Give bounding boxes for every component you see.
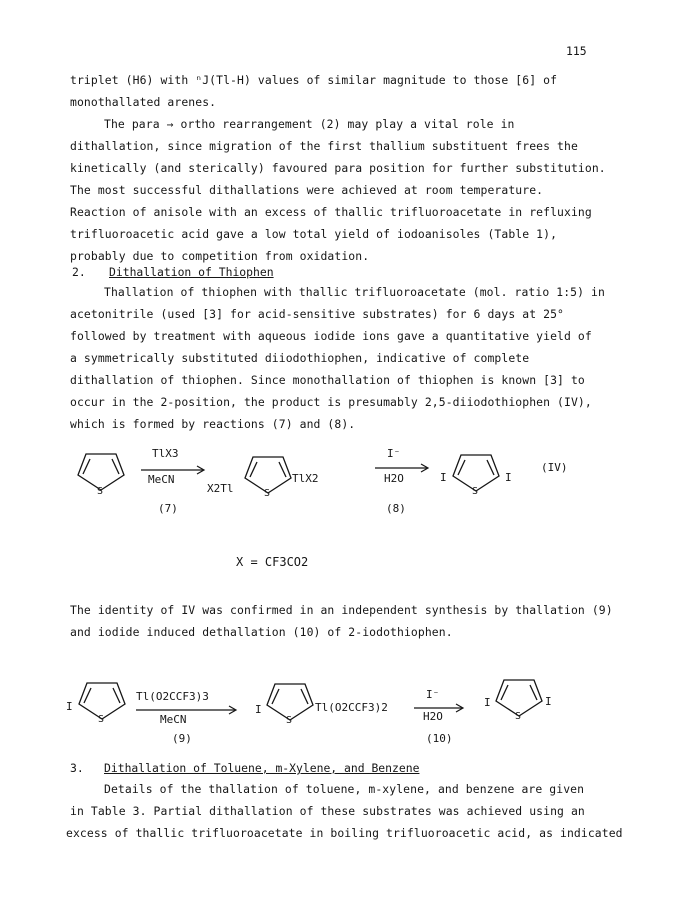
thallium-substituent: Tl(O2CCF3)2: [315, 701, 388, 714]
iodo-right: I: [545, 695, 552, 708]
body-line: in Table 3. Partial dithallation of these substrates was achieved using an: [70, 804, 585, 818]
thiophen-ring: [267, 684, 313, 726]
body-line: trifluoroacetic acid gave a low total yield of iodoanisoles (Table 1),: [70, 227, 558, 241]
svg-text:S: S: [98, 714, 105, 725]
svg-text:S: S: [286, 715, 293, 726]
reagent2-top: I⁻: [426, 688, 440, 701]
reagent2-bottom: H2O: [423, 710, 443, 723]
iodo-substituent: I: [255, 703, 262, 716]
equation-10-label: (10): [426, 732, 453, 745]
iodo-right: I: [505, 471, 512, 484]
svg-text:S: S: [515, 711, 522, 722]
reagent2-bottom: H2O: [384, 472, 404, 485]
body-line: The most successful dithallations were achieved at room temperature.: [70, 183, 544, 197]
compound-label-iv: (IV): [541, 461, 568, 474]
thiophen-ring: [79, 683, 125, 725]
body-line: which is formed by reactions (7) and (8).: [70, 417, 356, 431]
body-line: probably due to competition from oxidation.: [70, 249, 370, 263]
body-line: dithallation, since migration of the first thallium substituent frees the: [70, 139, 578, 153]
section-2-number: 2.: [72, 265, 86, 279]
body-line: dithallation of thiophen. Since monothallation of thiophen is known [3] to: [70, 373, 585, 387]
thiophen-ring: [496, 680, 542, 722]
body-line: occur in the 2-position, the product is presumably 2,5-diiodothiophen (IV),: [70, 395, 592, 409]
reagent-bottom: MeCN: [160, 713, 187, 726]
body-line: The para → ortho rearrangement (2) may play a vital role in: [104, 117, 515, 131]
x-definition: X = CF3CO2: [236, 555, 309, 569]
body-line: acetonitrile (used [3] for acid-sensitive substrates) for 6 days at 25°: [70, 307, 564, 321]
reagent-bottom: MeCN: [148, 473, 175, 486]
reagent-top: Tl(O2CCF3)3: [136, 690, 209, 703]
body-line: and iodide induced dethallation (10) of 2-iodothiophen.: [70, 625, 453, 639]
equation-9-label: (9): [172, 732, 192, 745]
body-line: a symmetrically substituted diiodothiophen, indicative of complete: [70, 351, 530, 365]
body-line: kinetically (and sterically) favoured para position for further substitution.: [70, 161, 606, 175]
body-line: The identity of IV was confirmed in an independent synthesis by thallation (9): [70, 603, 613, 617]
page-number: 115: [566, 44, 587, 58]
iodo-left: I: [440, 471, 447, 484]
equation-8-label: (8): [386, 502, 406, 515]
reagent-top: TlX3: [152, 447, 179, 460]
equation-7-label: (7): [158, 502, 178, 515]
iodo-left: I: [484, 696, 491, 709]
section-2-title: Dithallation of Thiophen: [109, 265, 274, 279]
section-3-title: Dithallation of Toluene, m-Xylene, and Benzene: [104, 761, 420, 775]
svg-text:S: S: [264, 488, 271, 499]
body-line: monothallated arenes.: [70, 95, 217, 109]
substituent-left: X2Tl: [207, 482, 234, 495]
reagent2-top: I⁻: [387, 447, 401, 460]
body-line: Details of the thallation of toluene, m-xylene, and benzene are given: [104, 782, 585, 796]
svg-text:S: S: [472, 486, 479, 497]
iodo-substituent: I: [66, 700, 73, 713]
body-line: Reaction of anisole with an excess of thallic trifluoroacetate in refluxing: [70, 205, 592, 219]
body-line: excess of thallic trifluoroacetate in boiling trifluoroacetic acid, as indicated: [66, 826, 623, 840]
body-line: triplet (H6) with ⁿJ(Tl-H) values of similar magnitude to those [6] of: [70, 73, 558, 87]
section-3-number: 3.: [70, 761, 84, 775]
substituent-right: TlX2: [292, 472, 319, 485]
body-line: Thallation of thiophen with thallic trifluoroacetate (mol. ratio 1:5) in: [104, 285, 605, 299]
body-line: followed by treatment with aqueous iodide ions gave a quantitative yield of: [70, 329, 592, 343]
svg-text:S: S: [97, 486, 104, 497]
